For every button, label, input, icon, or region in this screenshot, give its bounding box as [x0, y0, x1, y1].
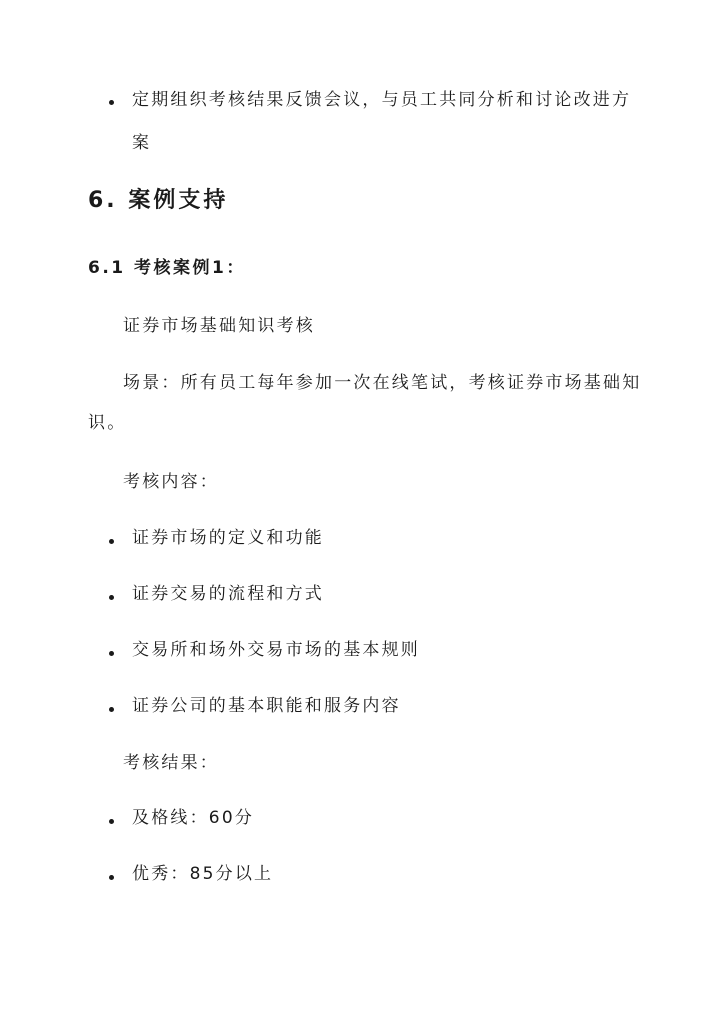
bullet-text-line2: 案 — [132, 133, 152, 153]
bullet-dot — [109, 100, 114, 105]
content-item: 证券市场的定义和功能 — [132, 528, 324, 548]
section-heading: 6. 案例支持 — [88, 188, 229, 213]
bullet-dot — [109, 651, 114, 656]
bullet-dot — [109, 595, 114, 600]
bullet-dot — [109, 819, 114, 824]
case-scene-line1: 场景：所有员工每年参加一次在线笔试，考核证券市场基础知 — [123, 373, 642, 393]
case-title: 证券市场基础知识考核 — [123, 316, 315, 336]
content-item: 交易所和场外交易市场的基本规则 — [132, 640, 420, 660]
result-label: 考核结果： — [123, 753, 219, 773]
bullet-dot — [109, 539, 114, 544]
case-scene-line2: 识。 — [88, 413, 127, 433]
result-item: 优秀：85分以上 — [132, 864, 274, 884]
content-label: 考核内容： — [123, 472, 219, 492]
bullet-dot — [109, 707, 114, 712]
content-item: 证券公司的基本职能和服务内容 — [132, 696, 401, 716]
subsection-heading: 6.1 考核案例1： — [88, 258, 246, 278]
result-item: 及格线：60分 — [132, 808, 255, 828]
bullet-text-line1: 定期组织考核结果反馈会议，与员工共同分析和讨论改进方 — [132, 90, 632, 110]
content-item: 证券交易的流程和方式 — [132, 584, 324, 604]
bullet-dot — [109, 875, 114, 880]
